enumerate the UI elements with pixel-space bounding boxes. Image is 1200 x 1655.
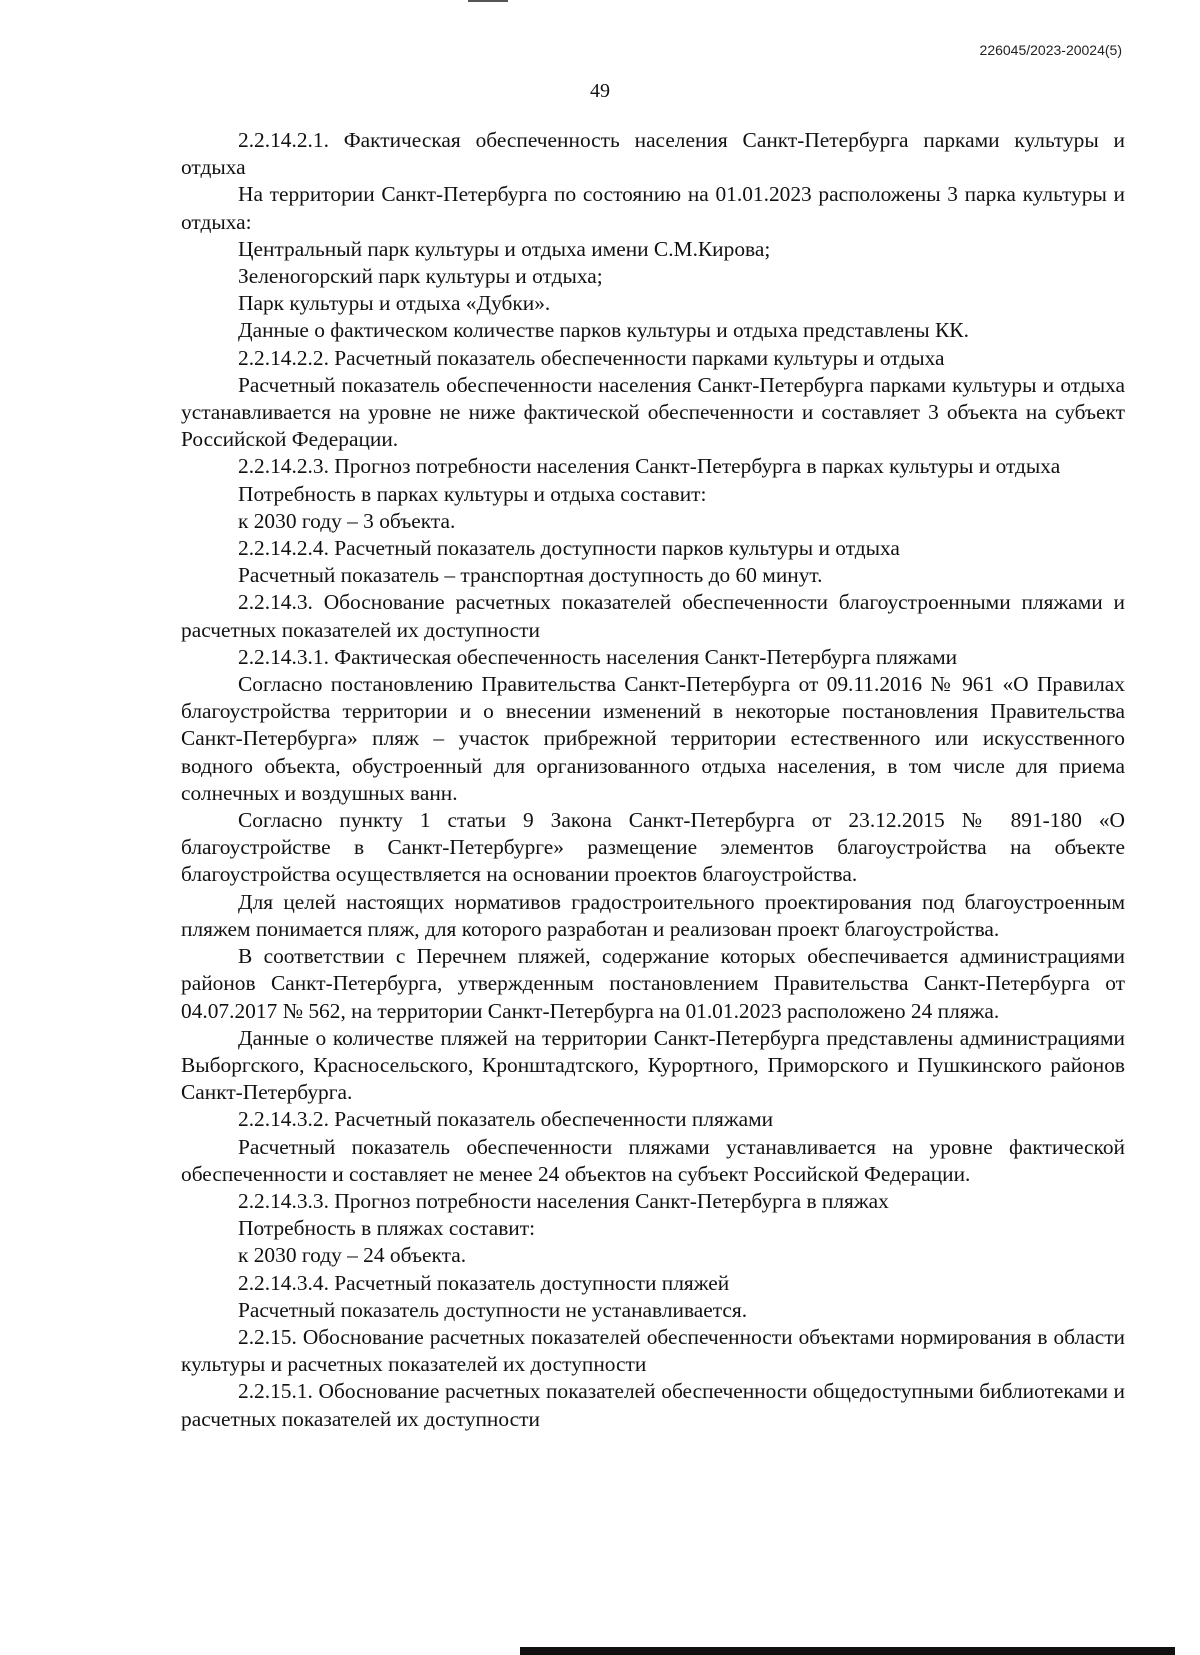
paragraph: Потребность в парках культуры и отдыха составит: [238,481,707,506]
paragraph: В соответствии с Перечнем пляжей, содержание которых обеспечивается администрациями районов Санкт-Петербурга, утвержденным постановлением Правительства Санкт-Петербурга от 04.07.2017 № 562, на территории Санкт-Петербурга на 01.01.2023 расположено 24 пляжа. [181,944,1125,1023]
paragraph: 2.2.15.1. Обоснование расчетных показателей обеспеченности общедоступными библиотеками и расчетных показателей их доступности [181,1379,1125,1431]
paragraph: Данные о фактическом количестве парков культуры и отдыха представлены КК. [238,318,969,343]
document-body [181,127,1125,1433]
paragraph: 2.2.14.2.2. Расчетный показатель обеспеченности парками культуры и отдыха [238,345,945,370]
paragraph: Расчетный показатель обеспеченности населения Санкт-Петербурга парками культуры и отдыха устанавливается на уровне не ниже фактической обеспеченности и составляет 3 объекта на субъект Российской Федерации. [181,372,1125,452]
paragraph: к 2030 году – 24 объекта. [238,1243,467,1268]
paragraph: Для целей настоящих нормативов градостроительного проектирования под благоустроенным пляжем понимается пляж, для которого разработан и реализован проект благоустройства. [181,889,1125,941]
paragraph: Согласно пункту 1 статьи 9 Закона Санкт-Петербурга от 23.12.2015 № 891-180 «О благоустройстве в Санкт-Петербурге» размещение элементов благоустройства на объекте благоустройства осуществляется на основании проектов благоустройства. [181,808,1125,887]
paragraph: 2.2.14.3. Обоснование расчетных показателей обеспеченности благоустроенными пляжами и расчетных показателей их доступности [181,590,1125,642]
scan-artifact [468,0,508,2]
paragraph: Потребность в пляжах составит: [238,1216,536,1241]
paragraph: 2.2.14.2.1. Фактическая обеспеченность населения Санкт-Петербурга парками культуры и отдыха [181,128,1125,180]
paragraph: Зеленогорский парк культуры и отдыха; [238,264,603,289]
paragraph: 2.2.14.2.3. Прогноз потребности населения Санкт-Петербурга в парках культуры и отдыха [238,454,1061,479]
paragraph: Центральный парк культуры и отдыха имени С.М.Кирова; [238,236,771,261]
paragraph: Данные о количестве пляжей на территории Санкт-Петербурга представлены администрациями Выборгского, Красносельского, Кронштадтского, Курортного, Приморского и Пушкинского районов Санкт-Петербурга. [181,1025,1125,1105]
paragraph: Расчетный показатель обеспеченности пляжами устанавливается на уровне фактической обеспеченности и составляет не менее 24 объектов на субъект Российской Федерации. [181,1134,1125,1186]
paragraph: к 2030 году – 3 объекта. [238,508,456,533]
document-number: 226045/2023-20024(5) [979,42,1122,58]
paragraph: На территории Санкт-Петербурга по состоянию на 01.01.2023 расположены 3 парка культуры и отдыха: [181,182,1125,234]
paragraph: Расчетный показатель – транспортная доступность до 60 минут. [238,563,823,588]
paragraph: Парк культуры и отдыха «Дубки». [238,291,551,316]
page-number: 49 [590,80,610,102]
paragraph: 2.2.14.3.2. Расчетный показатель обеспеченности пляжами [238,1107,774,1132]
paragraph: 2.2.14.3.4. Расчетный показатель доступности пляжей [238,1270,730,1295]
paragraph: Согласно постановлению Правительства Санкт-Петербурга от 09.11.2016 № 961 «О Правилах благоустройства территории и о внесении изменений в некоторые постановления Правительства Санкт-Петербурга» пляж – участок прибрежной территории естественного или искусственного водного объекта, обустроенный для организованного отдыха населения, в том числе для приема солнечных и воздушных ванн. [181,672,1125,805]
paragraph: 2.2.14.3.1. Фактическая обеспеченность населения Санкт-Петербурга пляжами [238,644,958,669]
paragraph: Расчетный показатель доступности не устанавливается. [238,1297,748,1322]
paragraph: 2.2.15. Обоснование расчетных показателей обеспеченности объектами нормирования в области культуры и расчетных показателей их доступности [181,1324,1125,1377]
paragraph: 2.2.14.3.3. Прогноз потребности населения Санкт-Петербурга в пляжах [238,1188,889,1213]
bottom-scan-border [520,1647,1175,1655]
paragraph: 2.2.14.2.4. Расчетный показатель доступности парков культуры и отдыха [238,536,900,561]
